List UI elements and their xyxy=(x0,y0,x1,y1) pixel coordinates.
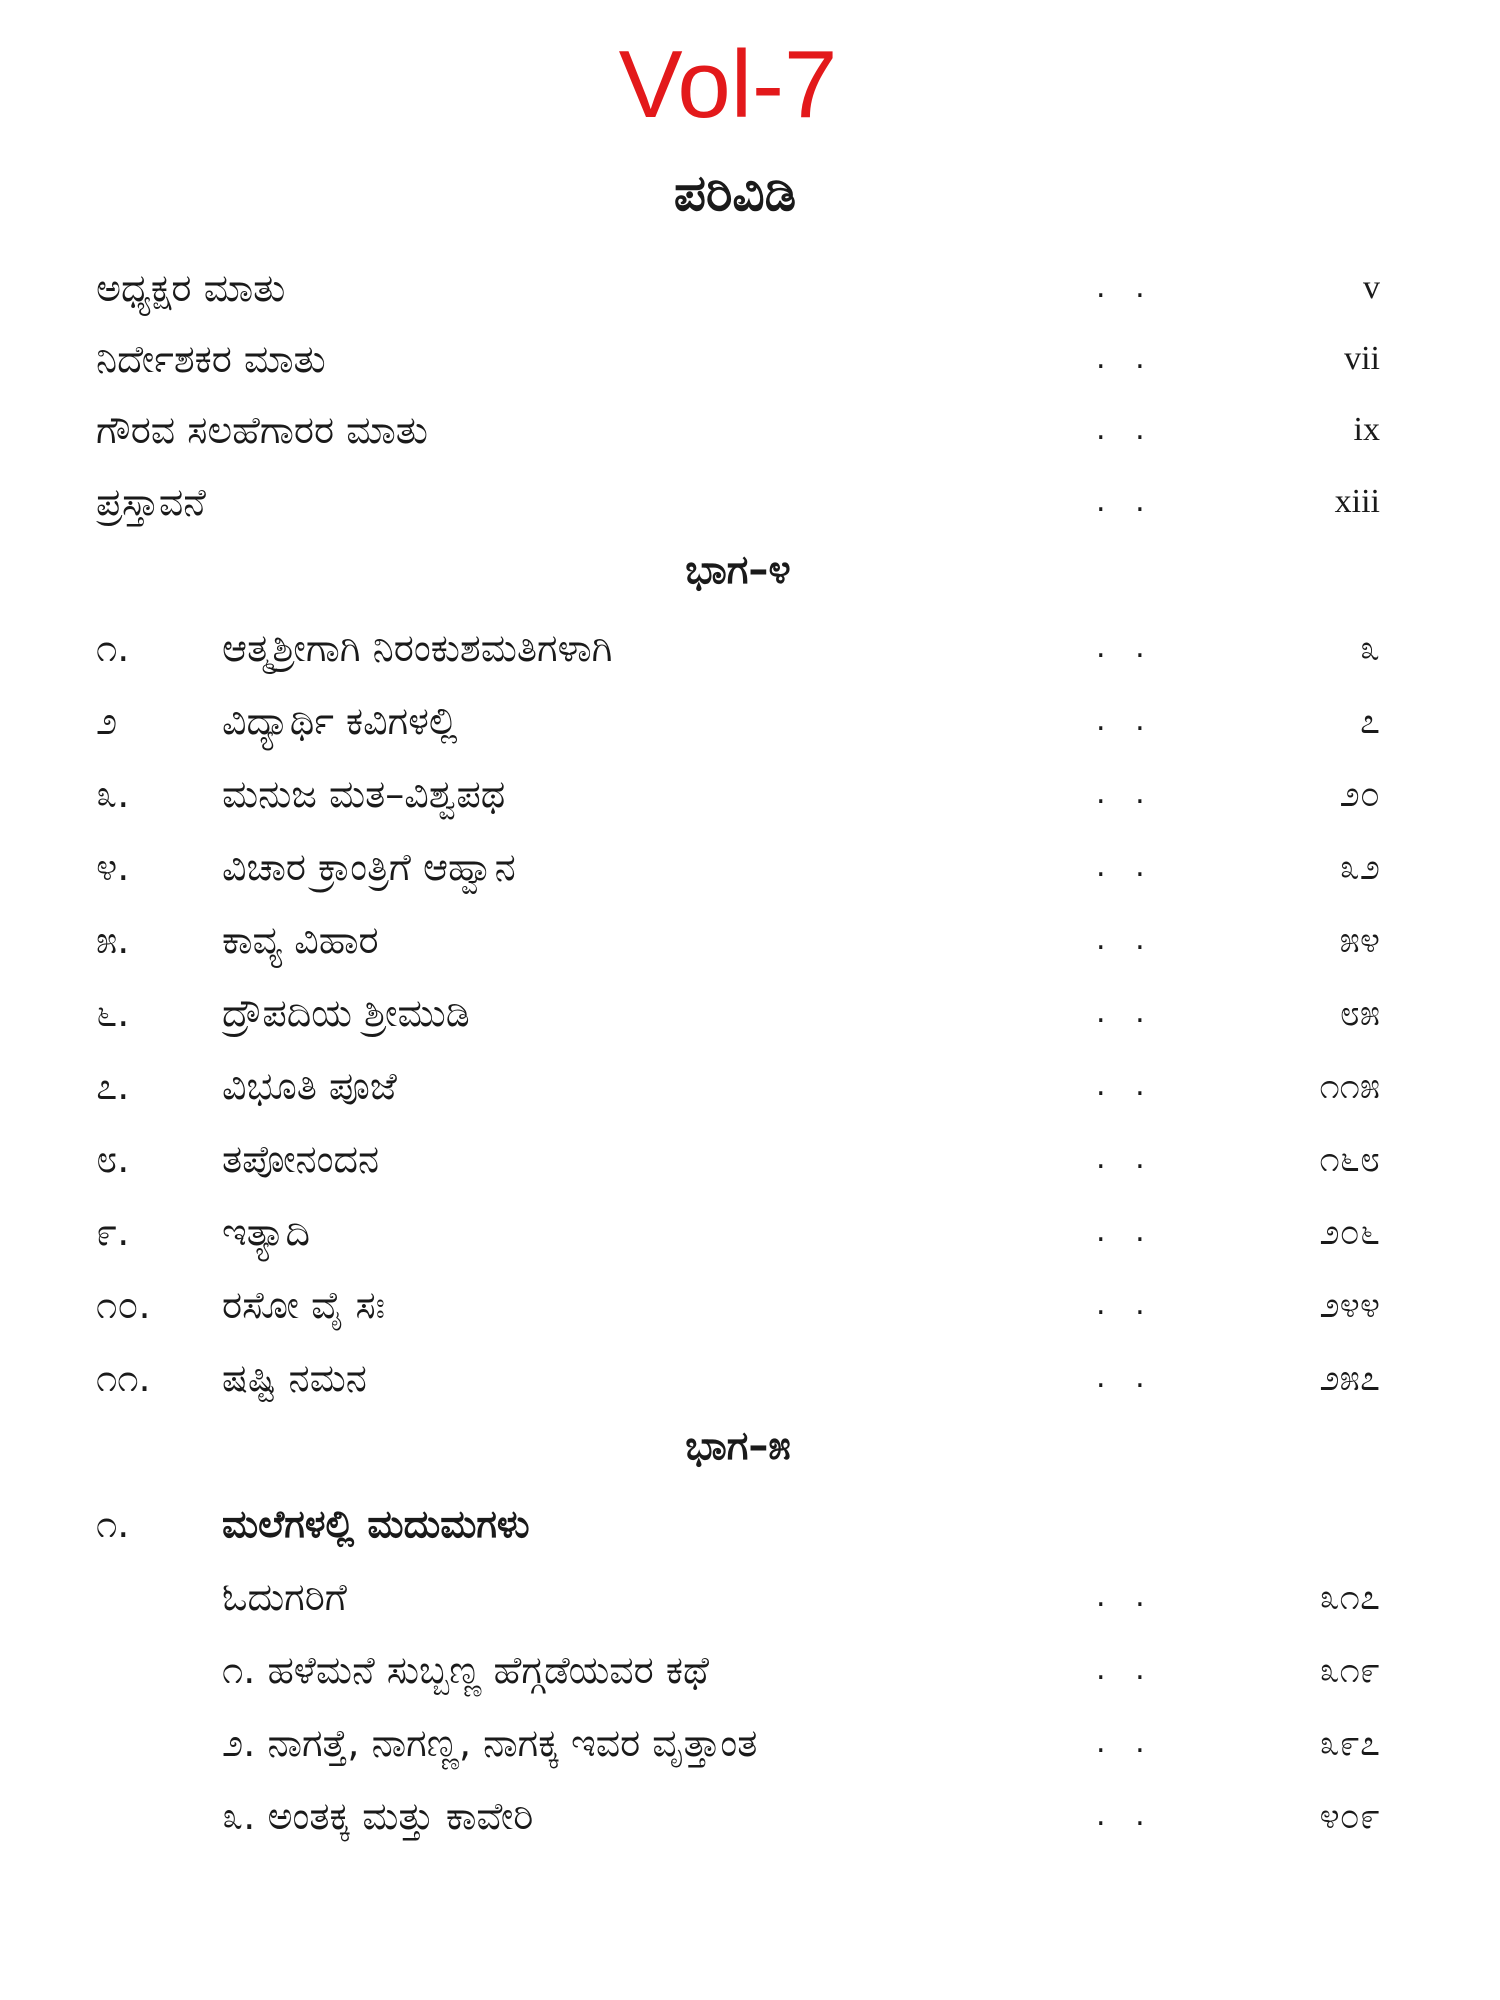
page-title: ಪರಿವಿಡಿ xyxy=(673,164,797,222)
part-heading: ಭಾಗ–೪ xyxy=(685,547,791,593)
toc-leader-dots: . . xyxy=(1096,341,1155,376)
toc-entry-number: ೭. xyxy=(96,1064,130,1108)
toc-entry-number: ೮. xyxy=(96,1137,130,1181)
toc-row xyxy=(0,1123,1500,1195)
toc-page-number: ೪೦೯ xyxy=(1319,1796,1380,1836)
toc-row xyxy=(0,1342,1500,1414)
toc-subentry-label: ೩. ಅಂತಕ್ಕ ಮತ್ತು ಕಾವೇರಿ xyxy=(222,1794,534,1838)
toc-entry-label: ಕಾವ್ಯ ವಿಹಾರ xyxy=(222,918,379,962)
toc-row xyxy=(0,612,1500,684)
toc-entry-number: ೬. xyxy=(96,991,130,1035)
toc-leader-dots: . . xyxy=(1096,1725,1155,1760)
toc-entry-label: ಆತ್ಮಶ್ರೀಗಾಗಿ ನಿರಂಕುಶಮತಿಗಳಾಗಿ xyxy=(222,626,613,670)
toc-row xyxy=(0,1050,1500,1122)
toc-page-number: vii xyxy=(1344,340,1380,377)
toc-leader-dots: . . xyxy=(1096,484,1155,519)
toc-entry-number: ೧೦. xyxy=(96,1283,151,1327)
toc-page-number: ೩೧೯ xyxy=(1319,1650,1380,1690)
toc-entry-number: ೧. xyxy=(96,1502,130,1546)
toc-entry-label: ಗೌರವ ಸಲಹೆಗಾರರ ಮಾತು xyxy=(96,408,428,452)
toc-row xyxy=(0,831,1500,903)
toc-leader-dots: . . xyxy=(1096,1068,1155,1103)
toc-entry-number: ೪. xyxy=(96,845,130,889)
toc-leader-dots: . . xyxy=(1096,1287,1155,1322)
toc-entry-number: ೧. xyxy=(96,626,130,670)
toc-entry-label: ಇತ್ಯಾದಿ xyxy=(222,1210,311,1254)
toc-row-front xyxy=(0,252,1500,324)
toc-entry-number: ೩. xyxy=(96,772,130,816)
toc-leader-dots: . . xyxy=(1096,1798,1155,1833)
toc-subrow xyxy=(0,1707,1500,1779)
toc-entry-label: ತಪೋನಂದನ xyxy=(222,1137,380,1181)
toc-leader-dots: . . xyxy=(1096,270,1155,305)
toc-row xyxy=(0,904,1500,976)
toc-subentry-label: ಓದುಗರಿಗೆ xyxy=(222,1575,347,1619)
toc-leader-dots: . . xyxy=(1096,703,1155,738)
toc-leader-dots: . . xyxy=(1096,995,1155,1030)
toc-entry-label: ದ್ರೌಪದಿಯ ಶ್ರೀಮುಡಿ xyxy=(222,991,470,1035)
toc-leader-dots: . . xyxy=(1096,1652,1155,1687)
toc-page-number: ೫೪ xyxy=(1339,920,1380,960)
toc-row xyxy=(0,758,1500,830)
toc-entry-label: ವಿದ್ಯಾರ್ಥಿ ಕವಿಗಳಲ್ಲಿ xyxy=(222,699,458,743)
toc-subrow xyxy=(0,1561,1500,1633)
toc-entry-number: ೨ xyxy=(96,699,118,743)
toc-row-front xyxy=(0,394,1500,466)
toc-leader-dots: . . xyxy=(1096,412,1155,447)
toc-entry-label: ನಿರ್ದೇಶಕರ ಮಾತು xyxy=(96,337,326,381)
toc-leader-dots: . . xyxy=(1096,1579,1155,1614)
toc-entry-label: ಪ್ರಸ್ತಾವನೆ xyxy=(96,480,206,524)
toc-leader-dots: . . xyxy=(1096,630,1155,665)
toc-entry-number: ೧೧. xyxy=(96,1356,151,1400)
toc-page-number: v xyxy=(1363,269,1380,306)
toc-page-number: xiii xyxy=(1334,483,1380,520)
toc-row xyxy=(0,1196,1500,1268)
toc-row xyxy=(0,685,1500,757)
toc-leader-dots: . . xyxy=(1096,1141,1155,1176)
toc-entry-label: ಮನುಜ ಮತ–ವಿಶ್ವಪಥ xyxy=(222,772,506,816)
toc-row-front xyxy=(0,466,1500,538)
toc-entry-number: ೯. xyxy=(96,1210,130,1254)
toc-subentry-label: ೨. ನಾಗತ್ತೆ, ನಾಗಣ್ಣ, ನಾಗಕ್ಕ ಇವರ ವೃತ್ತಾಂತ xyxy=(222,1721,758,1765)
toc-row xyxy=(0,977,1500,1049)
toc-leader-dots: . . xyxy=(1096,849,1155,884)
toc-entry-label: ವಿಭೂತಿ ಪೂಜೆ xyxy=(222,1064,397,1108)
toc-entry-label: ರಸೋ ವೈ ಸಃ xyxy=(222,1283,386,1327)
toc-leader-dots: . . xyxy=(1096,1214,1155,1249)
toc-leader-dots: . . xyxy=(1096,1360,1155,1395)
toc-page-number: ix xyxy=(1353,411,1380,448)
toc-entry-label: ಷಷ್ಟಿ ನಮನ xyxy=(222,1356,367,1400)
volume-label: Vol-7 xyxy=(618,31,838,138)
toc-subrow xyxy=(0,1780,1500,1852)
toc-leader-dots: . . xyxy=(1096,776,1155,811)
toc-entry-label: ಮಲೆಗಳಲ್ಲಿ ಮದುಮಗಳು xyxy=(222,1502,530,1546)
toc-page-number: ೩೯೭ xyxy=(1319,1723,1380,1763)
toc-row-front xyxy=(0,323,1500,395)
toc-entry-number: ೫. xyxy=(96,918,130,962)
toc-row xyxy=(0,1488,1500,1560)
toc-subrow xyxy=(0,1634,1500,1706)
toc-page-number: ೩೨ xyxy=(1339,847,1380,887)
toc-leader-dots: . . xyxy=(1096,922,1155,957)
toc-page-number: ೨೪೪ xyxy=(1319,1285,1380,1325)
toc-page-number: ೩ xyxy=(1359,628,1380,668)
toc-subentry-label: ೧. ಹಳೆಮನೆ ಸುಬ್ಬಣ್ಣ ಹೆಗ್ಗಡೆಯವರ ಕಥೆ xyxy=(222,1648,710,1692)
toc-page-number: ೨೦೬ xyxy=(1319,1212,1380,1252)
part-heading: ಭಾಗ–೫ xyxy=(685,1423,791,1469)
toc-entry-label: ವಿಚಾರ ಕ್ರಾಂತ್ರಿಗೆ ಆಹ್ವಾನ xyxy=(222,845,516,889)
toc-page-number: ೮೫ xyxy=(1339,993,1380,1033)
toc-page-number: ೭ xyxy=(1359,701,1380,741)
toc-page-number: ೧೧೫ xyxy=(1319,1066,1380,1106)
toc-row xyxy=(0,1269,1500,1341)
toc-page-number: ೨೦ xyxy=(1339,774,1380,814)
toc-page-number: ೨೫೭ xyxy=(1319,1358,1380,1398)
toc-page-number: ೧೬೮ xyxy=(1319,1139,1380,1179)
toc-page-number: ೩೧೭ xyxy=(1319,1577,1380,1617)
toc-entry-label: ಅಧ್ಯಕ್ಷರ ಮಾತು xyxy=(96,266,286,310)
